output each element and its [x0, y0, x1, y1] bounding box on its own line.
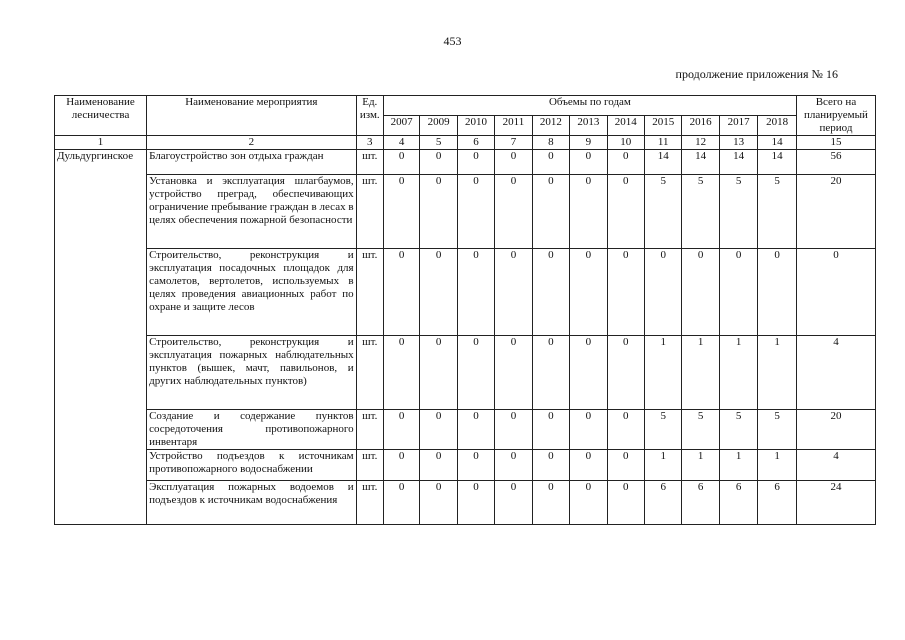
year-value-cell: 0 [420, 249, 457, 336]
year-value-cell: 0 [570, 450, 607, 481]
column-number: 4 [383, 136, 419, 150]
unit-cell: шт. [356, 450, 383, 481]
year-value-cell: 0 [607, 450, 644, 481]
year-value-cell: 0 [532, 410, 569, 450]
column-number: 1 [55, 136, 147, 150]
header-unit: Ед. изм. [356, 96, 383, 136]
year-value-cell: 6 [719, 481, 757, 525]
year-value-cell: 6 [645, 481, 682, 525]
year-value-cell: 0 [532, 481, 569, 525]
column-number: 5 [420, 136, 457, 150]
header-year: 2010 [457, 116, 494, 136]
year-value-cell: 1 [719, 450, 757, 481]
activity-name: Строительство, реконструкция и эксплуатация посадочных площадок для самолетов, вертолетов, используемых в целях проведения авиационных работ по охране и защите лесов [147, 249, 357, 336]
header-activity: Наименование мероприятия [147, 96, 357, 136]
column-number: 13 [719, 136, 757, 150]
year-value-cell: 0 [420, 481, 457, 525]
year-value-cell: 0 [532, 450, 569, 481]
year-value-cell: 14 [645, 150, 682, 175]
year-value-cell: 5 [719, 175, 757, 249]
year-value-cell: 0 [495, 410, 532, 450]
activity-name: Эксплуатация пожарных водоемов и подъездов к источникам водоснабжения [147, 481, 357, 525]
header-year: 2012 [532, 116, 569, 136]
year-value-cell: 1 [758, 336, 797, 410]
header-volumes: Объемы по годам [383, 96, 796, 116]
year-value-cell: 14 [682, 150, 719, 175]
year-value-cell: 0 [495, 481, 532, 525]
total-cell: 4 [796, 450, 875, 481]
year-value-cell: 5 [682, 410, 719, 450]
table-row [55, 150, 876, 175]
year-value-cell: 0 [607, 175, 644, 249]
year-value-cell: 5 [682, 175, 719, 249]
unit-cell: шт. [356, 481, 383, 525]
year-value-cell: 0 [570, 175, 607, 249]
header-year: 2009 [420, 116, 457, 136]
header-year: 2013 [570, 116, 607, 136]
year-value-cell: 6 [682, 481, 719, 525]
year-value-cell: 0 [420, 410, 457, 450]
year-value-cell: 0 [570, 410, 607, 450]
column-number: 15 [796, 136, 875, 150]
year-value-cell: 0 [383, 450, 419, 481]
table-row [55, 450, 876, 481]
year-value-cell: 1 [645, 450, 682, 481]
activity-name: Устройство подъездов к источникам противопожарного водоснабжении [147, 450, 357, 481]
forestry-name: Дульдургинское [55, 150, 147, 525]
year-value-cell: 0 [457, 450, 494, 481]
year-value-cell: 0 [383, 150, 419, 175]
header-total: Всего на планируемый период [796, 96, 875, 136]
header-forestry: Наименование лесничества [55, 96, 147, 136]
column-number: 12 [682, 136, 719, 150]
total-cell: 24 [796, 481, 875, 525]
table-row [55, 175, 876, 249]
page-number: 453 [443, 34, 462, 48]
year-value-cell: 0 [420, 336, 457, 410]
year-value-cell: 0 [607, 249, 644, 336]
column-number: 6 [457, 136, 494, 150]
appendix-note: продолжение приложения № 16 [675, 67, 838, 81]
year-value-cell: 0 [457, 175, 494, 249]
year-value-cell: 5 [719, 410, 757, 450]
year-value-cell: 0 [570, 249, 607, 336]
year-value-cell: 0 [607, 336, 644, 410]
header-year: 2017 [719, 116, 757, 136]
year-value-cell: 0 [420, 150, 457, 175]
year-value-cell: 0 [457, 481, 494, 525]
header-year: 2018 [758, 116, 797, 136]
year-value-cell: 0 [532, 175, 569, 249]
activity-name: Благоустройство зон отдыха граждан [147, 150, 357, 175]
unit-cell: шт. [356, 249, 383, 336]
year-value-cell: 0 [495, 336, 532, 410]
year-value-cell: 0 [570, 336, 607, 410]
year-value-cell: 0 [457, 336, 494, 410]
column-number: 10 [607, 136, 644, 150]
year-value-cell: 0 [457, 150, 494, 175]
year-value-cell: 0 [607, 481, 644, 525]
year-value-cell: 0 [457, 410, 494, 450]
column-number: 9 [570, 136, 607, 150]
column-number: 11 [645, 136, 682, 150]
unit-cell: шт. [356, 150, 383, 175]
year-value-cell: 0 [682, 249, 719, 336]
year-value-cell: 0 [420, 175, 457, 249]
column-number: 14 [758, 136, 797, 150]
header-year: 2014 [607, 116, 644, 136]
year-value-cell: 1 [719, 336, 757, 410]
year-value-cell: 0 [495, 175, 532, 249]
unit-cell: шт. [356, 336, 383, 410]
year-value-cell: 0 [570, 481, 607, 525]
year-value-cell: 0 [383, 481, 419, 525]
year-value-cell: 1 [682, 450, 719, 481]
unit-cell: шт. [356, 410, 383, 450]
total-cell: 4 [796, 336, 875, 410]
year-value-cell: 0 [607, 150, 644, 175]
activity-name: Установка и эксплуатация шлагбаумов, устройство преград, обеспечивающих ограничение пребывание граждан в лесах в целях обеспечения пожарной безопасности [147, 175, 357, 249]
year-value-cell: 0 [383, 249, 419, 336]
column-number: 2 [147, 136, 357, 150]
year-value-cell: 0 [532, 150, 569, 175]
year-value-cell: 0 [383, 336, 419, 410]
unit-cell: шт. [356, 175, 383, 249]
year-value-cell: 1 [645, 336, 682, 410]
year-value-cell: 14 [719, 150, 757, 175]
year-value-cell: 0 [607, 410, 644, 450]
year-value-cell: 5 [645, 175, 682, 249]
year-value-cell: 1 [682, 336, 719, 410]
year-value-cell: 5 [645, 410, 682, 450]
year-value-cell: 0 [645, 249, 682, 336]
column-number: 8 [532, 136, 569, 150]
total-cell: 20 [796, 175, 875, 249]
header-year: 2007 [383, 116, 419, 136]
year-value-cell: 0 [532, 249, 569, 336]
total-cell: 56 [796, 150, 875, 175]
activity-name: Строительство, реконструкция и эксплуатация пожарных наблюдательных пунктов (вышек, мачт, павильонов, и других наблюдательных пунктов) [147, 336, 357, 410]
year-value-cell: 0 [383, 175, 419, 249]
total-cell: 0 [796, 249, 875, 336]
header-year: 2011 [495, 116, 532, 136]
year-value-cell: 1 [758, 450, 797, 481]
year-value-cell: 0 [758, 249, 797, 336]
activity-name: Создание и содержание пунктов сосредоточения противопожарного инвентаря [147, 410, 357, 450]
year-value-cell: 0 [495, 150, 532, 175]
year-value-cell: 0 [719, 249, 757, 336]
year-value-cell: 0 [495, 249, 532, 336]
table-row [55, 336, 876, 410]
year-value-cell: 5 [758, 175, 797, 249]
header-year: 2016 [682, 116, 719, 136]
year-value-cell: 14 [758, 150, 797, 175]
activities-table [54, 95, 876, 525]
table-row [55, 410, 876, 450]
header-year: 2015 [645, 116, 682, 136]
year-value-cell: 6 [758, 481, 797, 525]
table-row [55, 249, 876, 336]
total-cell: 20 [796, 410, 875, 450]
year-value-cell: 0 [570, 150, 607, 175]
year-value-cell: 0 [420, 450, 457, 481]
year-value-cell: 5 [758, 410, 797, 450]
year-value-cell: 0 [532, 336, 569, 410]
column-number: 7 [495, 136, 532, 150]
year-value-cell: 0 [495, 450, 532, 481]
table-row [55, 481, 876, 525]
year-value-cell: 0 [383, 410, 419, 450]
column-number: 3 [356, 136, 383, 150]
year-value-cell: 0 [457, 249, 494, 336]
